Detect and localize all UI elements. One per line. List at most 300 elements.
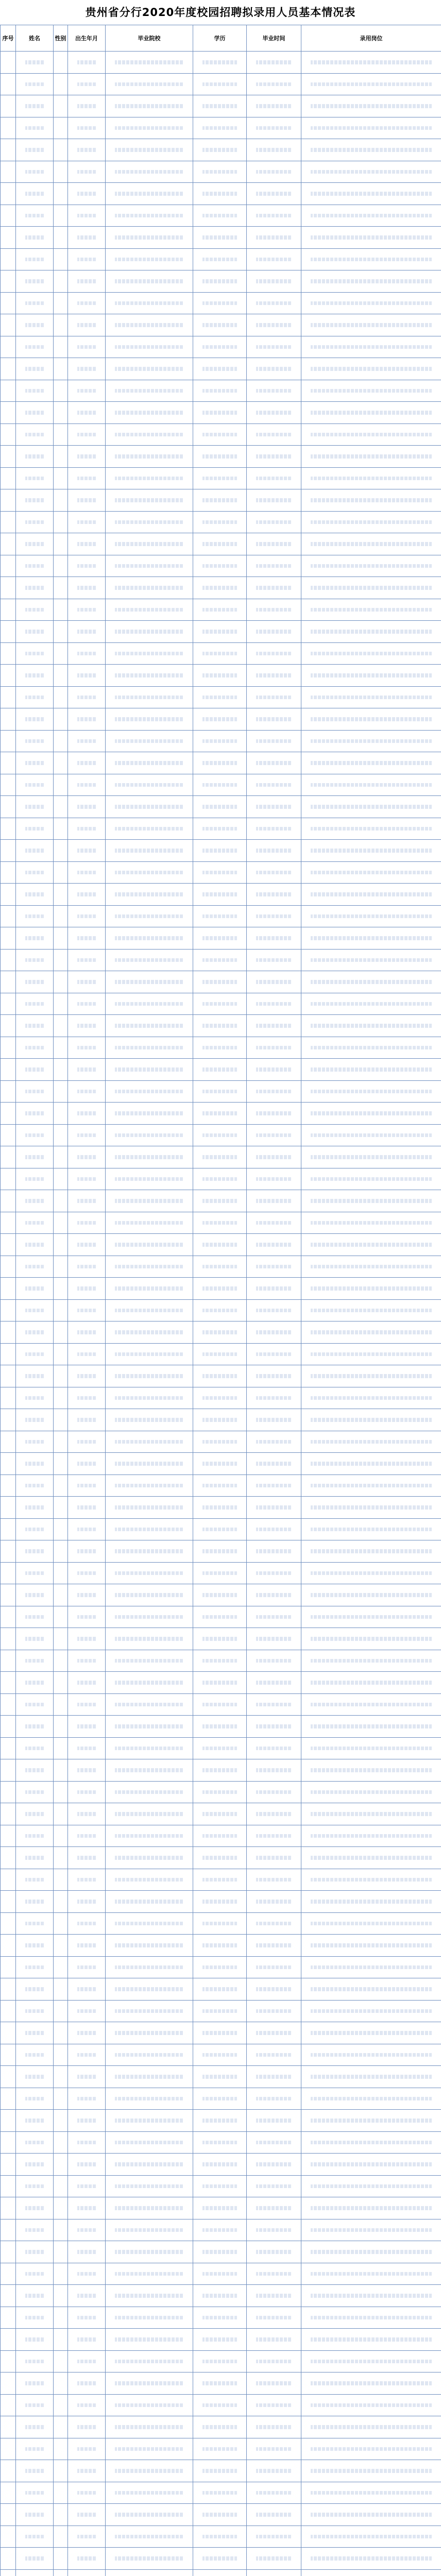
cell-position — [301, 2066, 441, 2088]
cell-degree — [193, 2329, 247, 2351]
cell-index — [1, 2000, 16, 2022]
cell-position — [301, 1234, 441, 1256]
cell-degree — [193, 1978, 247, 2001]
cell-gender — [54, 1562, 68, 1584]
cell-school — [106, 1935, 193, 1957]
cell-birth — [68, 1431, 106, 1453]
cell-graduation — [247, 205, 301, 227]
cell-degree — [193, 139, 247, 161]
cell-index — [1, 708, 16, 731]
table-row — [1, 1453, 441, 1475]
table-row — [1, 533, 441, 555]
cell-gender — [54, 1606, 68, 1628]
cell-birth — [68, 1869, 106, 1891]
cell-name — [16, 73, 54, 95]
table-row — [1, 971, 441, 993]
cell-graduation — [247, 402, 301, 424]
cell-school — [106, 533, 193, 555]
cell-position — [301, 1562, 441, 1584]
cell-name — [16, 533, 54, 555]
cell-birth — [68, 927, 106, 950]
table-row — [1, 1365, 441, 1387]
cell-gender — [54, 730, 68, 752]
cell-index — [1, 1891, 16, 1913]
cell-graduation — [247, 2044, 301, 2066]
cell-birth — [68, 1256, 106, 1278]
cell-name — [16, 1146, 54, 1168]
cell-degree — [193, 2548, 247, 2570]
cell-school — [106, 2372, 193, 2395]
cell-index — [1, 1431, 16, 1453]
cell-birth — [68, 1759, 106, 1782]
cell-name — [16, 1037, 54, 1059]
cell-position — [301, 971, 441, 993]
cell-degree — [193, 117, 247, 139]
cell-degree — [193, 2197, 247, 2219]
cell-index — [1, 2482, 16, 2504]
cell-name — [16, 2569, 54, 2576]
cell-name — [16, 708, 54, 731]
cell-name — [16, 774, 54, 796]
cell-school — [106, 1825, 193, 1847]
cell-graduation — [247, 358, 301, 380]
cell-gender — [54, 1256, 68, 1278]
cell-graduation — [247, 336, 301, 358]
cell-name — [16, 2438, 54, 2460]
cell-graduation — [247, 2329, 301, 2351]
cell-gender — [54, 555, 68, 577]
cell-school — [106, 423, 193, 446]
cell-index — [1, 1299, 16, 1321]
table-row — [1, 642, 441, 665]
cell-name — [16, 1299, 54, 1321]
cell-name — [16, 2263, 54, 2285]
cell-index — [1, 1628, 16, 1650]
cell-position — [301, 1080, 441, 1103]
cell-index — [1, 665, 16, 687]
cell-degree — [193, 927, 247, 950]
cell-school — [106, 402, 193, 424]
cell-gender — [54, 2219, 68, 2241]
table-row — [1, 2066, 441, 2088]
table-row — [1, 621, 441, 643]
cell-degree — [193, 1124, 247, 1146]
cell-position — [301, 1278, 441, 1300]
table-row — [1, 1781, 441, 1803]
table-row — [1, 380, 441, 402]
cell-name — [16, 1453, 54, 1475]
cell-index — [1, 1037, 16, 1059]
cell-graduation — [247, 2263, 301, 2285]
table-row — [1, 2394, 441, 2416]
cell-degree — [193, 2044, 247, 2066]
cell-school — [106, 1431, 193, 1453]
cell-position — [301, 2438, 441, 2460]
cell-school — [106, 949, 193, 971]
cell-birth — [68, 2197, 106, 2219]
table-row — [1, 1737, 441, 1759]
table-row — [1, 840, 441, 862]
cell-degree — [193, 599, 247, 621]
cell-name — [16, 818, 54, 840]
cell-index — [1, 971, 16, 993]
cell-gender — [54, 292, 68, 314]
cell-name — [16, 2460, 54, 2482]
cell-birth — [68, 446, 106, 468]
cell-gender — [54, 818, 68, 840]
cell-school — [106, 1562, 193, 1584]
cell-degree — [193, 2263, 247, 2285]
cell-position — [301, 1869, 441, 1891]
cell-index — [1, 205, 16, 227]
cell-gender — [54, 752, 68, 774]
cell-school — [106, 1365, 193, 1387]
cell-graduation — [247, 2131, 301, 2154]
cell-name — [16, 1759, 54, 1782]
cell-index — [1, 1562, 16, 1584]
cell-position — [301, 73, 441, 95]
cell-gender — [54, 1059, 68, 1081]
cell-school — [106, 1869, 193, 1891]
cell-school — [106, 884, 193, 906]
cell-school — [106, 183, 193, 205]
cell-birth — [68, 1891, 106, 1913]
table-row — [1, 665, 441, 687]
cell-graduation — [247, 183, 301, 205]
table-row — [1, 949, 441, 971]
cell-school — [106, 1606, 193, 1628]
cell-school — [106, 796, 193, 818]
cell-position — [301, 1409, 441, 1431]
cell-birth — [68, 511, 106, 533]
cell-position — [301, 1103, 441, 1125]
cell-birth — [68, 139, 106, 161]
cell-gender — [54, 161, 68, 183]
cell-name — [16, 1409, 54, 1431]
table-row — [1, 52, 441, 74]
cell-name — [16, 2394, 54, 2416]
cell-birth — [68, 1606, 106, 1628]
cell-index — [1, 774, 16, 796]
table-row — [1, 270, 441, 293]
cell-index — [1, 402, 16, 424]
cell-name — [16, 1781, 54, 1803]
cell-name — [16, 511, 54, 533]
cell-degree — [193, 840, 247, 862]
cell-graduation — [247, 1737, 301, 1759]
cell-index — [1, 139, 16, 161]
cell-school — [106, 248, 193, 270]
cell-index — [1, 949, 16, 971]
cell-degree — [193, 1256, 247, 1278]
cell-birth — [68, 1540, 106, 1563]
cell-degree — [193, 730, 247, 752]
cell-school — [106, 511, 193, 533]
cell-degree — [193, 95, 247, 117]
cell-name — [16, 1278, 54, 1300]
table-row — [1, 1584, 441, 1606]
cell-school — [106, 599, 193, 621]
cell-name — [16, 1475, 54, 1497]
cell-index — [1, 2307, 16, 2329]
cell-school — [106, 1387, 193, 1409]
cell-degree — [193, 423, 247, 446]
table-row — [1, 1080, 441, 1103]
cell-index — [1, 183, 16, 205]
cell-index — [1, 117, 16, 139]
cell-school — [106, 2548, 193, 2570]
table-row — [1, 2548, 441, 2570]
cell-name — [16, 1891, 54, 1913]
cell-index — [1, 2022, 16, 2044]
table-row — [1, 2175, 441, 2197]
cell-gender — [54, 1015, 68, 1037]
cell-birth — [68, 95, 106, 117]
cell-gender — [54, 993, 68, 1015]
cell-school — [106, 752, 193, 774]
cell-index — [1, 2285, 16, 2307]
cell-school — [106, 971, 193, 993]
cell-position — [301, 1825, 441, 1847]
cell-name — [16, 2416, 54, 2438]
cell-position — [301, 2569, 441, 2576]
cell-school — [106, 1124, 193, 1146]
table-row — [1, 1343, 441, 1365]
cell-position — [301, 2350, 441, 2372]
table-row — [1, 2022, 441, 2044]
cell-degree — [193, 1059, 247, 1081]
cell-index — [1, 2329, 16, 2351]
cell-name — [16, 1234, 54, 1256]
cell-gender — [54, 1912, 68, 1935]
cell-school — [106, 1672, 193, 1694]
table-row — [1, 1475, 441, 1497]
cell-school — [106, 1978, 193, 2001]
cell-index — [1, 1080, 16, 1103]
cell-school — [106, 1716, 193, 1738]
cell-index — [1, 2394, 16, 2416]
cell-name — [16, 1606, 54, 1628]
cell-graduation — [247, 818, 301, 840]
cell-gender — [54, 2263, 68, 2285]
cell-school — [106, 358, 193, 380]
cell-graduation — [247, 1759, 301, 1782]
cell-index — [1, 1935, 16, 1957]
cell-school — [106, 2394, 193, 2416]
cell-degree — [193, 1825, 247, 1847]
cell-gender — [54, 1737, 68, 1759]
cell-degree — [193, 380, 247, 402]
cell-name — [16, 2504, 54, 2526]
cell-gender — [54, 1956, 68, 1978]
cell-degree — [193, 1672, 247, 1694]
cell-index — [1, 2197, 16, 2219]
cell-index — [1, 1190, 16, 1212]
cell-birth — [68, 2088, 106, 2110]
table-row — [1, 2263, 441, 2285]
cell-school — [106, 117, 193, 139]
cell-name — [16, 1343, 54, 1365]
cell-degree — [193, 642, 247, 665]
cell-name — [16, 1256, 54, 1278]
cell-birth — [68, 292, 106, 314]
cell-graduation — [247, 2548, 301, 2570]
cell-gender — [54, 446, 68, 468]
cell-birth — [68, 642, 106, 665]
cell-degree — [193, 1737, 247, 1759]
cell-birth — [68, 270, 106, 293]
cell-index — [1, 796, 16, 818]
cell-birth — [68, 1803, 106, 1825]
cell-graduation — [247, 2022, 301, 2044]
table-row — [1, 2088, 441, 2110]
cell-position — [301, 467, 441, 489]
cell-birth — [68, 1365, 106, 1387]
cell-name — [16, 686, 54, 708]
cell-index — [1, 2044, 16, 2066]
cell-index — [1, 1606, 16, 1628]
cell-birth — [68, 1650, 106, 1672]
cell-graduation — [247, 2197, 301, 2219]
cell-index — [1, 467, 16, 489]
cell-position — [301, 1431, 441, 1453]
table-row — [1, 139, 441, 161]
table-row — [1, 489, 441, 512]
cell-gender — [54, 95, 68, 117]
table-row — [1, 2526, 441, 2548]
cell-graduation — [247, 2482, 301, 2504]
table-row — [1, 358, 441, 380]
cell-birth — [68, 971, 106, 993]
cell-birth — [68, 796, 106, 818]
cell-degree — [193, 467, 247, 489]
cell-graduation — [247, 1299, 301, 1321]
cell-school — [106, 861, 193, 884]
cell-birth — [68, 2000, 106, 2022]
cell-birth — [68, 73, 106, 95]
cell-degree — [193, 227, 247, 249]
table-row — [1, 927, 441, 950]
cell-degree — [193, 1234, 247, 1256]
cell-school — [106, 1212, 193, 1234]
cell-school — [106, 2022, 193, 2044]
header-name: 姓名 — [16, 25, 54, 52]
table-row — [1, 1562, 441, 1584]
cell-birth — [68, 2460, 106, 2482]
cell-graduation — [247, 1935, 301, 1957]
cell-name — [16, 2044, 54, 2066]
table-row — [1, 2044, 441, 2066]
cell-position — [301, 2044, 441, 2066]
cell-graduation — [247, 117, 301, 139]
cell-birth — [68, 52, 106, 74]
cell-position — [301, 2285, 441, 2307]
cell-school — [106, 1256, 193, 1278]
cell-graduation — [247, 1825, 301, 1847]
cell-position — [301, 423, 441, 446]
cell-gender — [54, 2329, 68, 2351]
cell-index — [1, 292, 16, 314]
cell-name — [16, 467, 54, 489]
cell-degree — [193, 861, 247, 884]
cell-degree — [193, 949, 247, 971]
cell-birth — [68, 577, 106, 599]
cell-index — [1, 270, 16, 293]
cell-gender — [54, 2438, 68, 2460]
document-title: 贵州省分行2020年度校园招聘拟录用人员基本情况表 — [85, 6, 356, 19]
cell-graduation — [247, 1847, 301, 1869]
cell-position — [301, 1015, 441, 1037]
table-row — [1, 95, 441, 117]
cell-birth — [68, 1037, 106, 1059]
cell-graduation — [247, 2569, 301, 2576]
table-row — [1, 336, 441, 358]
cell-degree — [193, 774, 247, 796]
cell-index — [1, 927, 16, 950]
cell-degree — [193, 2066, 247, 2088]
cell-birth — [68, 861, 106, 884]
cell-position — [301, 2416, 441, 2438]
cell-graduation — [247, 599, 301, 621]
cell-position — [301, 2022, 441, 2044]
cell-index — [1, 2526, 16, 2548]
cell-gender — [54, 949, 68, 971]
table-row — [1, 117, 441, 139]
cell-school — [106, 1103, 193, 1125]
cell-index — [1, 2131, 16, 2154]
cell-gender — [54, 1935, 68, 1957]
cell-position — [301, 2131, 441, 2154]
table-row — [1, 402, 441, 424]
table-row — [1, 1825, 441, 1847]
cell-index — [1, 2110, 16, 2132]
cell-position — [301, 1628, 441, 1650]
cell-degree — [193, 1212, 247, 1234]
cell-position — [301, 861, 441, 884]
cell-school — [106, 1080, 193, 1103]
cell-birth — [68, 2526, 106, 2548]
cell-index — [1, 1124, 16, 1146]
cell-position — [301, 730, 441, 752]
cell-position — [301, 1343, 441, 1365]
cell-birth — [68, 2044, 106, 2066]
table-row — [1, 752, 441, 774]
cell-birth — [68, 2307, 106, 2329]
cell-graduation — [247, 1146, 301, 1168]
table-row — [1, 1956, 441, 1978]
cell-name — [16, 1956, 54, 1978]
cell-birth — [68, 248, 106, 270]
cell-school — [106, 993, 193, 1015]
cell-graduation — [247, 2000, 301, 2022]
cell-index — [1, 2460, 16, 2482]
cell-graduation — [247, 2350, 301, 2372]
cell-school — [106, 774, 193, 796]
cell-degree — [193, 2438, 247, 2460]
cell-gender — [54, 1278, 68, 1300]
cell-graduation — [247, 621, 301, 643]
cell-index — [1, 2219, 16, 2241]
table-row — [1, 1409, 441, 1431]
cell-gender — [54, 861, 68, 884]
cell-birth — [68, 1978, 106, 2001]
cell-graduation — [247, 1562, 301, 1584]
cell-birth — [68, 183, 106, 205]
cell-gender — [54, 1693, 68, 1716]
cell-degree — [193, 314, 247, 336]
cell-graduation — [247, 1584, 301, 1606]
cell-name — [16, 796, 54, 818]
